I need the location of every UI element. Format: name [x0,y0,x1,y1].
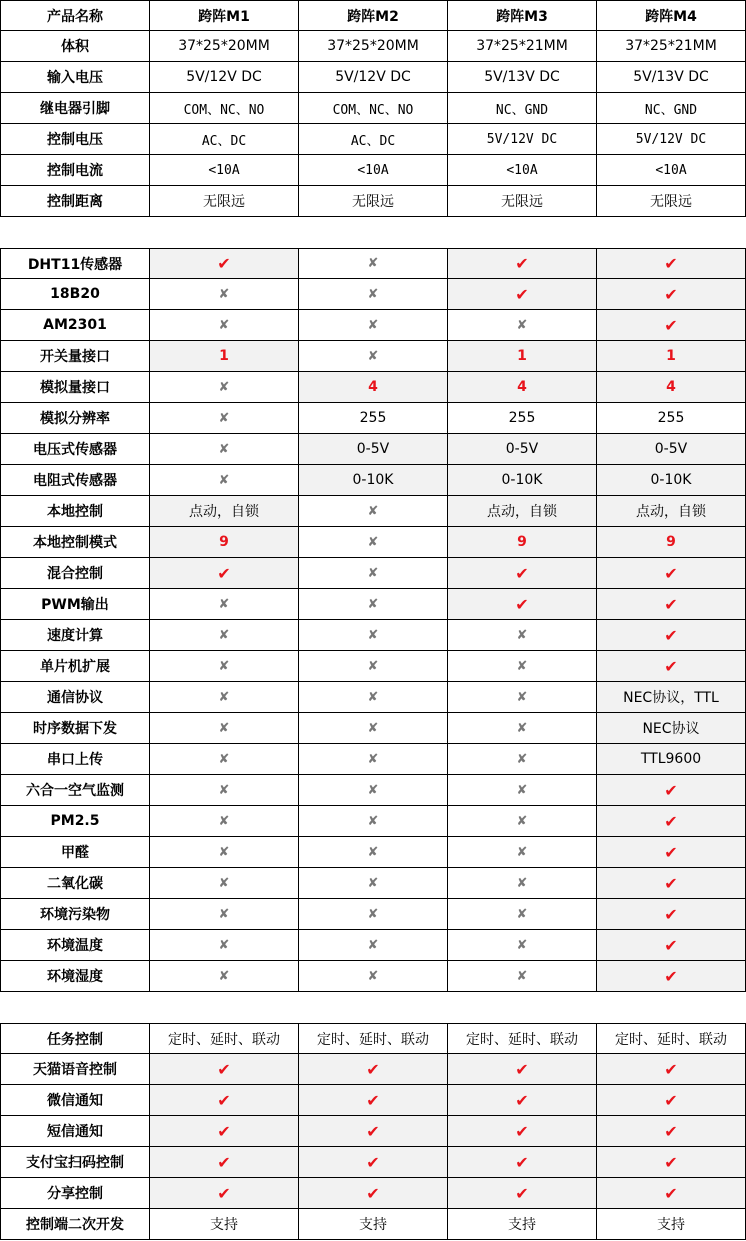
table-cell: 9 [597,527,746,558]
cross-icon: ✘ [299,341,448,372]
cross-icon: ✘ [299,589,448,620]
table-cell: 无限远 [448,186,597,217]
table2-row [0,341,746,372]
check-icon: ✔ [597,279,746,310]
check-icon: ✔ [597,1054,746,1085]
table-cell: <10A [597,155,746,186]
cross-icon: ✘ [299,775,448,806]
check-icon: ✔ [150,1116,299,1147]
cross-icon: ✘ [150,310,299,341]
cross-icon: ✘ [448,713,597,744]
row-label: 电阻式传感器 [0,465,150,496]
table-cell: 255 [597,403,746,434]
cross-icon: ✘ [299,961,448,992]
row-label: 模拟分辨率 [0,403,150,434]
table-cell: 定时、延时、联动 [299,1023,448,1054]
row-label: AM2301 [0,310,150,341]
row-label: 本地控制 [0,496,150,527]
table1-row [0,62,746,93]
table2-row [0,651,746,682]
cross-icon: ✘ [448,868,597,899]
table2-row [0,868,746,899]
table-cell: 5V/12V DC [299,62,448,93]
check-icon: ✔ [448,1178,597,1209]
row-label: 控制电压 [0,124,150,155]
cross-icon: ✘ [299,651,448,682]
table2-row [0,837,746,868]
cross-icon: ✘ [299,930,448,961]
check-icon: ✔ [299,1147,448,1178]
cross-icon: ✘ [448,899,597,930]
table-cell: 255 [448,403,597,434]
check-icon: ✔ [299,1054,448,1085]
row-label: 任务控制 [0,1023,150,1054]
cross-icon: ✘ [150,837,299,868]
table-cell: 255 [299,403,448,434]
row-label: PWM输出 [0,589,150,620]
cross-icon: ✘ [150,682,299,713]
cross-icon: ✘ [150,899,299,930]
cross-icon: ✘ [448,651,597,682]
table-cell: 点动，自锁 [448,496,597,527]
table-cell: NEC协议 [597,713,746,744]
table-cell: 点动，自锁 [597,496,746,527]
table-cell: 0-5V [299,434,448,465]
check-icon: ✔ [448,1116,597,1147]
table2-row [0,279,746,310]
cross-icon: ✘ [299,279,448,310]
table3-row [0,1116,746,1147]
row-label: 控制端二次开发 [0,1209,150,1240]
table-cell: <10A [299,155,448,186]
row-label: 环境污染物 [0,899,150,930]
row-label: 控制距离 [0,186,150,217]
table-cell: 37*25*20MM [150,31,299,62]
table-cell: TTL9600 [597,744,746,775]
column-header: 跨阵M1 [150,0,299,31]
cross-icon: ✘ [299,620,448,651]
check-icon: ✔ [597,899,746,930]
check-icon: ✔ [597,651,746,682]
table-cell: NEC协议，TTL [597,682,746,713]
table1-row [0,155,746,186]
check-icon: ✔ [597,806,746,837]
check-icon: ✔ [150,1147,299,1178]
table-cell: COM、NC、NO [299,93,448,124]
cross-icon: ✘ [448,837,597,868]
cross-icon: ✘ [150,589,299,620]
row-label: 串口上传 [0,744,150,775]
row-label: 输入电压 [0,62,150,93]
row-label: 控制电流 [0,155,150,186]
table2-row [0,403,746,434]
table2-row [0,248,746,279]
table-cell: 点动，自锁 [150,496,299,527]
table-cell: 0-10K [299,465,448,496]
cross-icon: ✘ [299,806,448,837]
cross-icon: ✘ [150,372,299,403]
check-icon: ✔ [597,558,746,589]
cross-icon: ✘ [299,744,448,775]
row-label: 产品名称 [0,0,150,31]
cross-icon: ✘ [150,620,299,651]
table2-row [0,744,746,775]
cross-icon: ✘ [299,682,448,713]
specs-table [0,0,746,217]
table-cell: 1 [448,341,597,372]
table-cell: 5V/12V DC [150,62,299,93]
check-icon: ✔ [448,558,597,589]
cross-icon: ✘ [299,527,448,558]
row-label: 二氧化碳 [0,868,150,899]
table3-row [0,1054,746,1085]
column-header: 跨阵M4 [597,0,746,31]
row-label: 甲醛 [0,837,150,868]
table-cell: 4 [448,372,597,403]
table-cell: 支持 [448,1209,597,1240]
row-label: 速度计算 [0,620,150,651]
table2-row [0,558,746,589]
table3-row [0,1085,746,1116]
cross-icon: ✘ [150,403,299,434]
row-label: 18B20 [0,279,150,310]
table1-row [0,93,746,124]
cross-icon: ✘ [150,465,299,496]
table-cell: <10A [448,155,597,186]
table2-row [0,527,746,558]
cross-icon: ✘ [299,248,448,279]
table-cell: 5V/13V DC [597,62,746,93]
cross-icon: ✘ [150,279,299,310]
table-cell: COM、NC、NO [150,93,299,124]
table2-row [0,930,746,961]
table3-row [0,1178,746,1209]
table-cell: 1 [150,341,299,372]
table2-row [0,310,746,341]
check-icon: ✔ [597,1116,746,1147]
table-cell: 支持 [597,1209,746,1240]
table-cell: 定时、延时、联动 [150,1023,299,1054]
row-label: 继电器引脚 [0,93,150,124]
cross-icon: ✘ [448,310,597,341]
table-cell: 5V/12V DC [597,124,746,155]
row-label: 开关量接口 [0,341,150,372]
row-label: 体积 [0,31,150,62]
check-icon: ✔ [150,248,299,279]
cross-icon: ✘ [448,775,597,806]
check-icon: ✔ [597,1147,746,1178]
check-icon: ✔ [597,1178,746,1209]
row-label: 六合一空气监测 [0,775,150,806]
table-cell: 0-10K [597,465,746,496]
check-icon: ✔ [597,775,746,806]
table-cell: 9 [448,527,597,558]
table3-row [0,1147,746,1178]
table2-row [0,713,746,744]
row-label: 短信通知 [0,1116,150,1147]
check-icon: ✔ [597,837,746,868]
cross-icon: ✘ [299,496,448,527]
cross-icon: ✘ [299,310,448,341]
table2-row [0,465,746,496]
check-icon: ✔ [597,248,746,279]
table-cell: 支持 [299,1209,448,1240]
check-icon: ✔ [448,1147,597,1178]
row-label: 分享控制 [0,1178,150,1209]
column-header: 跨阵M2 [299,0,448,31]
row-label: 电压式传感器 [0,434,150,465]
table-cell: 定时、延时、联动 [597,1023,746,1054]
check-icon: ✔ [597,868,746,899]
table-cell: <10A [150,155,299,186]
table-cell: 37*25*21MM [597,31,746,62]
cross-icon: ✘ [150,806,299,837]
table-cell: 4 [597,372,746,403]
table-cell: AC、DC [150,124,299,155]
table-cell: 4 [299,372,448,403]
check-icon: ✔ [597,930,746,961]
table2-row [0,806,746,837]
table3-row [0,1209,746,1240]
table-cell: 0-5V [597,434,746,465]
table-cell: 无限远 [150,186,299,217]
cross-icon: ✘ [299,713,448,744]
check-icon: ✔ [299,1085,448,1116]
table-cell: 37*25*20MM [299,31,448,62]
table-cell: NC、GND [597,93,746,124]
check-icon: ✔ [448,589,597,620]
sensor-features-table [0,248,746,992]
table-cell: 5V/12V DC [448,124,597,155]
check-icon: ✔ [299,1116,448,1147]
cross-icon: ✘ [150,961,299,992]
cross-icon: ✘ [150,713,299,744]
check-icon: ✔ [150,1085,299,1116]
table-cell: 9 [150,527,299,558]
row-label: 单片机扩展 [0,651,150,682]
row-label: 天猫语音控制 [0,1054,150,1085]
table-cell: 定时、延时、联动 [448,1023,597,1054]
cross-icon: ✘ [448,806,597,837]
row-label: PM2.5 [0,806,150,837]
check-icon: ✔ [150,1054,299,1085]
cross-icon: ✘ [299,558,448,589]
cross-icon: ✘ [150,868,299,899]
table2-row [0,961,746,992]
table1-row [0,31,746,62]
cross-icon: ✘ [150,930,299,961]
check-icon: ✔ [597,1085,746,1116]
cross-icon: ✘ [150,744,299,775]
table2-row [0,434,746,465]
table-cell: 无限远 [597,186,746,217]
table1-row [0,186,746,217]
cloud-features-table [0,1023,746,1240]
row-label: 时序数据下发 [0,713,150,744]
row-label: 环境湿度 [0,961,150,992]
table-cell: 37*25*21MM [448,31,597,62]
table-cell: 无限远 [299,186,448,217]
cross-icon: ✘ [299,899,448,930]
table2-row [0,589,746,620]
table2-row [0,899,746,930]
row-label: 模拟量接口 [0,372,150,403]
cross-icon: ✘ [448,961,597,992]
check-icon: ✔ [448,1085,597,1116]
check-icon: ✔ [597,620,746,651]
check-icon: ✔ [150,558,299,589]
table-cell: AC、DC [299,124,448,155]
cross-icon: ✘ [448,930,597,961]
table-cell: NC、GND [448,93,597,124]
cross-icon: ✘ [448,620,597,651]
check-icon: ✔ [448,279,597,310]
table2-row [0,620,746,651]
cross-icon: ✘ [448,744,597,775]
table-cell: 1 [597,341,746,372]
table-cell: 5V/13V DC [448,62,597,93]
table-cell: 0-5V [448,434,597,465]
check-icon: ✔ [448,248,597,279]
row-label: DHT11传感器 [0,248,150,279]
table1-row [0,0,746,31]
column-header: 跨阵M3 [448,0,597,31]
row-label: 环境温度 [0,930,150,961]
table2-row [0,496,746,527]
table1-row [0,124,746,155]
check-icon: ✔ [597,310,746,341]
table-cell: 支持 [150,1209,299,1240]
cross-icon: ✘ [150,775,299,806]
cross-icon: ✘ [299,837,448,868]
row-label: 微信通知 [0,1085,150,1116]
row-label: 混合控制 [0,558,150,589]
check-icon: ✔ [448,1054,597,1085]
cross-icon: ✘ [150,434,299,465]
row-label: 通信协议 [0,682,150,713]
check-icon: ✔ [597,589,746,620]
table2-row [0,682,746,713]
cross-icon: ✘ [448,682,597,713]
check-icon: ✔ [150,1178,299,1209]
table2-row [0,372,746,403]
cross-icon: ✘ [299,868,448,899]
table3-row [0,1023,746,1054]
table-cell: 0-10K [448,465,597,496]
check-icon: ✔ [299,1178,448,1209]
table2-row [0,775,746,806]
cross-icon: ✘ [150,651,299,682]
check-icon: ✔ [597,961,746,992]
row-label: 支付宝扫码控制 [0,1147,150,1178]
row-label: 本地控制模式 [0,527,150,558]
